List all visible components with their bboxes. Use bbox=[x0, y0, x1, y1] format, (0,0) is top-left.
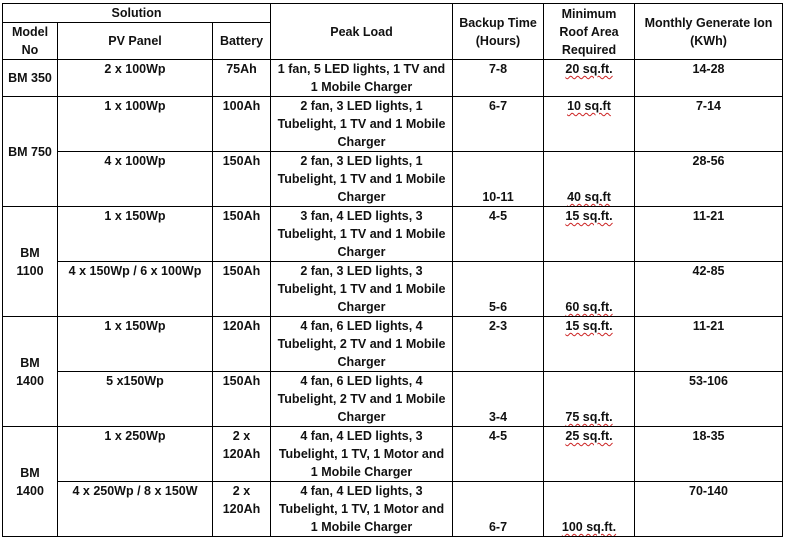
battery-cell: 150Ah bbox=[213, 152, 271, 207]
model-cell: BM 1400 bbox=[3, 317, 58, 427]
load-cell: 4 fan, 4 LED lights, 3 Tubelight, 1 TV, 1 Motor and 1 Mobile Charger bbox=[271, 427, 453, 482]
backup-cell: 7-8 bbox=[453, 60, 544, 97]
table-row bbox=[3, 372, 783, 427]
roof-value: 60 sq.ft. bbox=[565, 300, 613, 314]
backup-cell: 4-5 bbox=[453, 427, 544, 482]
roof-value: 20 sq.ft. bbox=[565, 62, 613, 76]
roof-cell bbox=[544, 427, 635, 482]
model-cell: BM 1400 bbox=[3, 427, 58, 537]
header-solution: Solution bbox=[3, 4, 271, 23]
backup-cell: 3-4 bbox=[453, 372, 544, 427]
roof-cell bbox=[544, 60, 635, 97]
table-row bbox=[3, 262, 783, 317]
header-backup-time: Backup Time (Hours) bbox=[453, 4, 544, 60]
battery-cell: 75Ah bbox=[213, 60, 271, 97]
roof-value: 40 sq.ft bbox=[567, 190, 611, 204]
roof-cell bbox=[544, 97, 635, 152]
load-cell: 4 fan, 4 LED lights, 3 Tubelight, 1 TV, 1 Motor and 1 Mobile Charger bbox=[271, 482, 453, 537]
table-row bbox=[3, 97, 783, 152]
load-cell: 3 fan, 4 LED lights, 3 Tubelight, 1 TV and 1 Mobile Charger bbox=[271, 207, 453, 262]
roof-value: 15 sq.ft. bbox=[565, 319, 613, 333]
backup-cell: 10-11 bbox=[453, 152, 544, 207]
battery-cell: 150Ah bbox=[213, 207, 271, 262]
header-monthly-generation: Monthly Generate Ion (KWh) bbox=[635, 4, 783, 60]
battery-cell: 100Ah bbox=[213, 97, 271, 152]
solar-spec-table bbox=[2, 3, 783, 537]
monthly-cell: 70-140 bbox=[635, 482, 783, 537]
roof-cell bbox=[544, 152, 635, 207]
load-cell: 2 fan, 3 LED lights, 1 Tubelight, 1 TV and 1 Mobile Charger bbox=[271, 97, 453, 152]
table-row bbox=[3, 207, 783, 262]
table-row bbox=[3, 317, 783, 372]
table-row bbox=[3, 427, 783, 482]
load-cell: 4 fan, 6 LED lights, 4 Tubelight, 2 TV and 1 Mobile Charger bbox=[271, 317, 453, 372]
monthly-cell: 42-85 bbox=[635, 262, 783, 317]
roof-cell bbox=[544, 262, 635, 317]
roof-value: 15 sq.ft. bbox=[565, 209, 613, 223]
battery-cell: 150Ah bbox=[213, 262, 271, 317]
backup-cell: 5-6 bbox=[453, 262, 544, 317]
monthly-cell: 28-56 bbox=[635, 152, 783, 207]
header-peak-load: Peak Load bbox=[271, 4, 453, 60]
header-row-1 bbox=[3, 4, 783, 23]
monthly-cell: 7-14 bbox=[635, 97, 783, 152]
pv-cell: 2 x 100Wp bbox=[58, 60, 213, 97]
pv-cell: 1 x 150Wp bbox=[58, 207, 213, 262]
pv-cell: 4 x 100Wp bbox=[58, 152, 213, 207]
backup-cell: 2-3 bbox=[453, 317, 544, 372]
monthly-cell: 18-35 bbox=[635, 427, 783, 482]
model-cell: BM 750 bbox=[3, 97, 58, 207]
battery-cell: 2 x 120Ah bbox=[213, 427, 271, 482]
roof-value: 10 sq.ft bbox=[567, 99, 611, 113]
backup-cell: 4-5 bbox=[453, 207, 544, 262]
roof-cell bbox=[544, 372, 635, 427]
table-row bbox=[3, 60, 783, 97]
battery-cell: 2 x 120Ah bbox=[213, 482, 271, 537]
header-pv-panel: PV Panel bbox=[58, 23, 213, 60]
roof-value: 75 sq.ft. bbox=[565, 410, 613, 424]
monthly-cell: 11-21 bbox=[635, 207, 783, 262]
header-roof-area: Minimum Roof Area Required bbox=[544, 4, 635, 60]
load-cell: 4 fan, 6 LED lights, 4 Tubelight, 2 TV and 1 Mobile Charger bbox=[271, 372, 453, 427]
monthly-cell: 14-28 bbox=[635, 60, 783, 97]
monthly-cell: 11-21 bbox=[635, 317, 783, 372]
roof-cell bbox=[544, 482, 635, 537]
battery-cell: 120Ah bbox=[213, 317, 271, 372]
header-battery: Battery bbox=[213, 23, 271, 60]
load-cell: 2 fan, 3 LED lights, 1 Tubelight, 1 TV and 1 Mobile Charger bbox=[271, 152, 453, 207]
roof-value: 25 sq.ft. bbox=[565, 429, 613, 443]
pv-cell: 4 x 250Wp / 8 x 150W bbox=[58, 482, 213, 537]
pv-cell: 5 x150Wp bbox=[58, 372, 213, 427]
load-cell: 2 fan, 3 LED lights, 3 Tubelight, 1 TV and 1 Mobile Charger bbox=[271, 262, 453, 317]
pv-cell: 4 x 150Wp / 6 x 100Wp bbox=[58, 262, 213, 317]
solar-spec-table-container bbox=[2, 3, 783, 537]
roof-cell bbox=[544, 317, 635, 372]
load-cell: 1 fan, 5 LED lights, 1 TV and 1 Mobile Charger bbox=[271, 60, 453, 97]
roof-cell bbox=[544, 207, 635, 262]
battery-cell: 150Ah bbox=[213, 372, 271, 427]
pv-cell: 1 x 100Wp bbox=[58, 97, 213, 152]
header-model-no: Model No bbox=[3, 23, 58, 60]
monthly-cell: 53-106 bbox=[635, 372, 783, 427]
model-cell: BM 1100 bbox=[3, 207, 58, 317]
table-row bbox=[3, 482, 783, 537]
pv-cell: 1 x 150Wp bbox=[58, 317, 213, 372]
pv-cell: 1 x 250Wp bbox=[58, 427, 213, 482]
table-row bbox=[3, 152, 783, 207]
model-cell: BM 350 bbox=[3, 60, 58, 97]
backup-cell: 6-7 bbox=[453, 97, 544, 152]
roof-value: 100 sq.ft. bbox=[561, 520, 617, 534]
backup-cell: 6-7 bbox=[453, 482, 544, 537]
